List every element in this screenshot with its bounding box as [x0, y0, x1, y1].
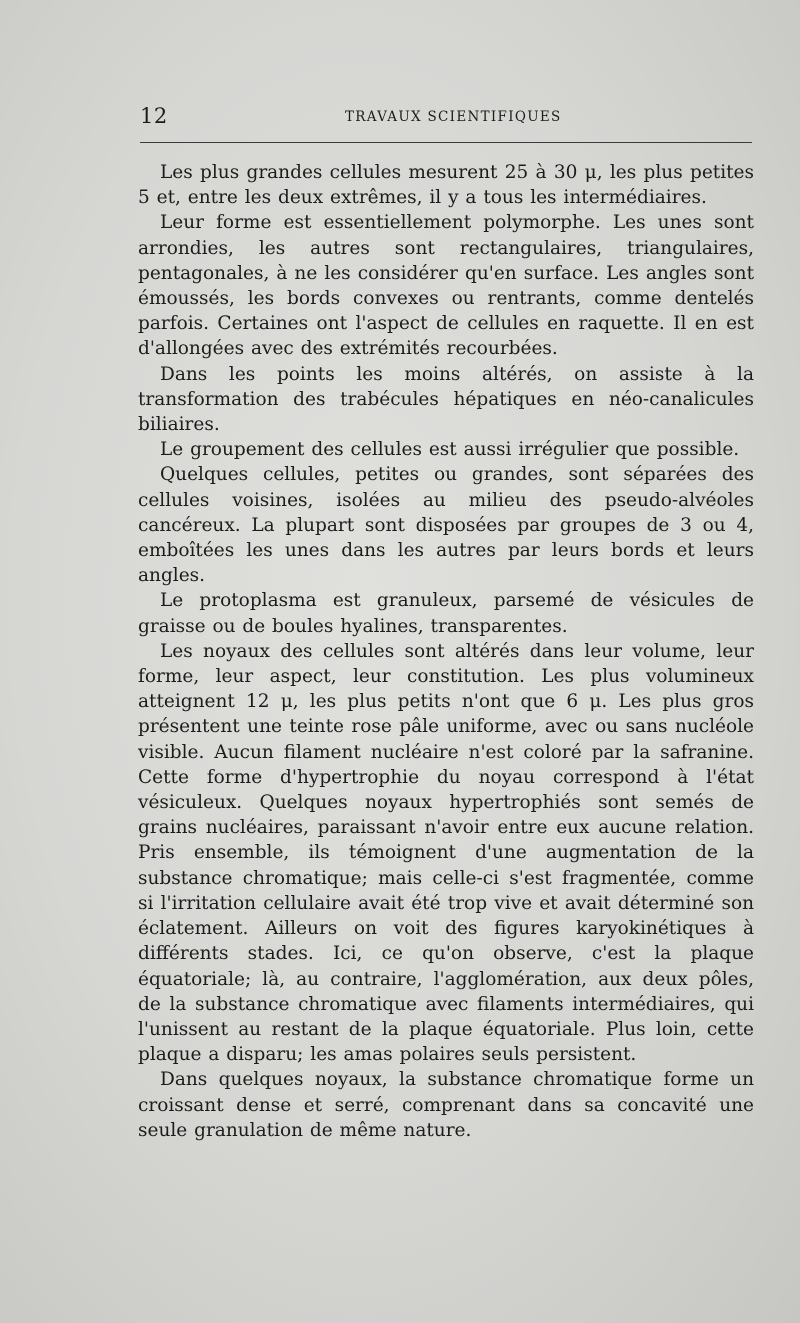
paragraph-nuclei: Les noyaux des cellules sont altérés dans leur volume, leur forme, leur aspect, leur constitution. Les plus volumineux atteignent 12 μ, les plus petits n'ont que 6 μ. Les plus gros présentent une teinte rose pâle uniforme, avec ou sans nucléole visible. Aucun filament nucléaire n'est coloré par la safranine. Cette forme d'hypertrophie du noyau correspond à l'état vésiculeux. Quelques noyaux hypertrophiés sont semés de grains nucléaires, paraissant n'avoir entre eux aucune relation. Pris ensemble, ils témoignent d'une augmentation de la substance chromatique; mais celle-ci s'est fragmentée, comme si l'irritation cellulaire avait été trop vive et avait déterminé son éclatement. Ailleurs on voit des figures karyokinétiques à différents stades. Ici, ce qu'on observe, c'est la plaque équatoriale; là, au contraire, l'agglomération, aux deux pôles, de la substance chromatique avec filaments intermédiaires, qui l'unissent au restant de la plaque équatoriale. Plus loin, cette plaque a disparu; les amas polaires seuls persistent.	[138, 640, 754, 1066]
running-head: TRAVAUX SCIENTIFIQUES	[345, 109, 562, 125]
paragraph-grouping: Le groupement des cellules est aussi irrégulier que possible.	[160, 439, 740, 461]
paragraph-cell-size: Les plus grandes cellules mesurent 25 à 30 μ, les plus petites 5 et, entre les deux extrêmes, il y a tous les intermédiaires.	[138, 162, 754, 209]
body-text	[138, 160, 754, 1143]
page-number: 12	[140, 104, 168, 128]
page-header	[140, 104, 752, 134]
paragraph-cell-shape: Leur forme est essentiellement polymorphe. Les unes sont arrondies, les autres sont rectangulaires, triangulaires, pentagonales, à ne les considérer qu'en surface. Les angles sont émoussés, les bords convexes ou rentrants, comme dentelés parfois. Certaines ont l'aspect de cellules en raquette. Il en est d'allongées avec des extrémités recourbées.	[138, 212, 754, 360]
header-rule	[140, 142, 752, 143]
paragraph-isolated-cells: Quelques cellules, petites ou grandes, sont séparées des cellules voisines, isolées au milieu des pseudo-alvéoles cancéreux. La plupart sont disposées par groupes de 3 ou 4, emboîtées les unes dans les autres par leurs bords et leurs angles.	[138, 464, 754, 587]
paragraph-transformation: Dans les points les moins altérés, on assiste à la transformation des trabécules hépatiques en néo-canalicules biliaires.	[138, 363, 754, 436]
paragraph-chromatin: Dans quelques noyaux, la substance chromatique forme un croissant dense et serré, comprenant dans sa concavité une seule granulation de même nature.	[138, 1069, 754, 1141]
paragraph-protoplasm: Le protoplasma est granuleux, parsemé de vésicules de graisse ou de boules hyalines, transparentes.	[138, 590, 754, 637]
